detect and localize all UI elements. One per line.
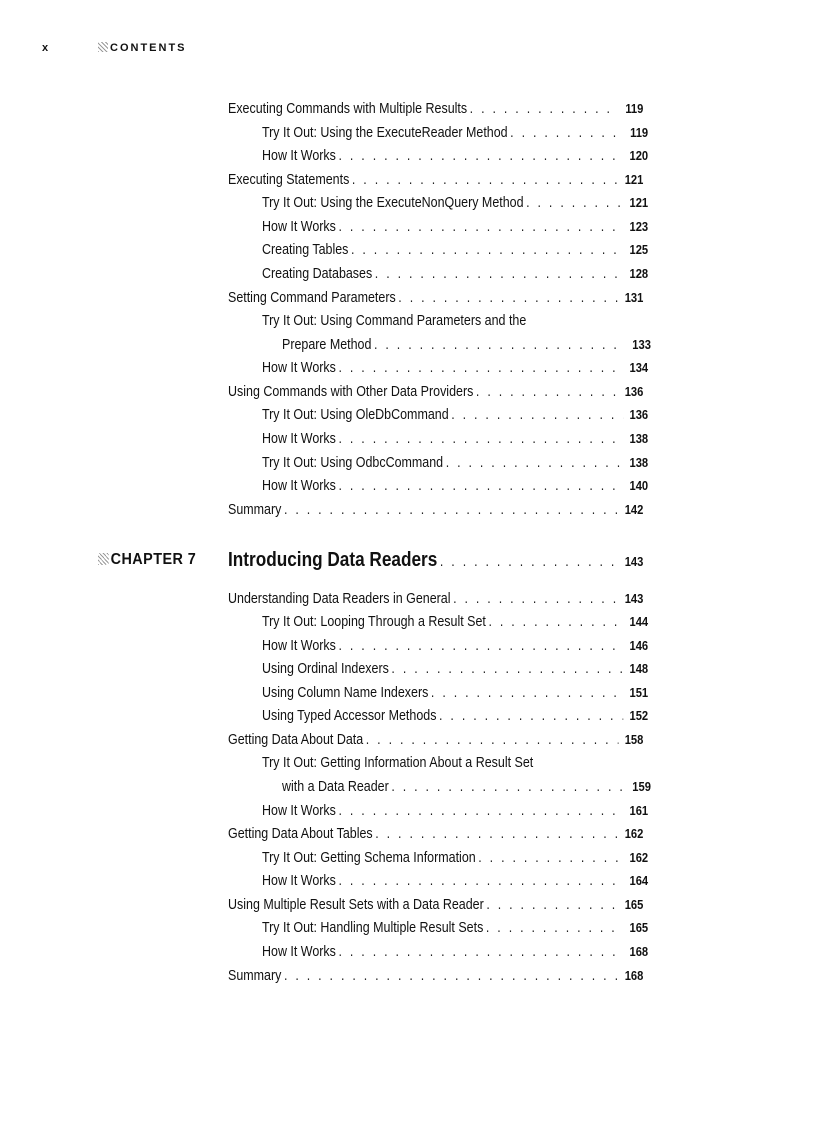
toc-entry-title: How It Works <box>262 148 336 164</box>
toc-entry-title: Using Ordinal Indexers <box>262 661 389 677</box>
toc-entry-page: 159 <box>632 779 651 794</box>
toc-entry-page: 125 <box>629 242 649 257</box>
toc-entry[interactable] <box>282 776 651 798</box>
dot-leader <box>338 800 623 822</box>
toc-entry-title: Executing Statements <box>228 172 350 188</box>
toc-entry-title: Try It Out: Getting Information About a Result Set <box>262 755 534 771</box>
toc-entry-title: Using Column Name Indexers <box>262 685 429 701</box>
chapter-page: 143 <box>624 554 644 569</box>
toc-entry-title: Using Commands with Other Data Providers <box>228 384 474 400</box>
chapter-title: Introducing Data Readers <box>228 549 438 571</box>
toc-entry-page: 148 <box>629 661 649 676</box>
toc-entry-title: Prepare Method <box>282 337 372 353</box>
toc-entry[interactable] <box>228 381 643 403</box>
toc-entry[interactable] <box>228 729 643 751</box>
chapter-label-text: CHAPTER 7 <box>110 551 197 568</box>
toc-entry[interactable] <box>262 658 648 680</box>
dot-leader <box>366 729 619 751</box>
toc-entry-page: 140 <box>629 478 649 493</box>
toc-entry[interactable] <box>262 263 648 285</box>
toc-entry-title: How It Works <box>262 638 336 654</box>
toc-entry[interactable] <box>262 611 648 633</box>
section-title-text: CONTENTS <box>110 42 187 54</box>
toc-entry-page: 119 <box>625 101 644 116</box>
toc-entry-page: 138 <box>629 431 649 446</box>
toc-entry[interactable] <box>262 847 648 869</box>
toc-entry[interactable] <box>262 870 648 892</box>
dot-leader <box>338 216 623 238</box>
toc-entry-title: How It Works <box>262 360 336 376</box>
toc-entry[interactable] <box>228 499 643 521</box>
toc-entry[interactable] <box>228 894 643 916</box>
dot-leader <box>488 611 623 633</box>
toc-entry-title: Try It Out: Using Command Parameters and the <box>262 313 527 329</box>
toc-entry-title: Try It Out: Using the ExecuteReader Method <box>262 125 508 141</box>
toc-entry-title: Try It Out: Getting Schema Information <box>262 850 476 866</box>
toc-entry-title: Try It Out: Using OleDbCommand <box>262 407 449 423</box>
dot-leader <box>375 823 618 845</box>
dot-leader <box>338 870 623 892</box>
dot-leader <box>398 287 618 309</box>
toc-entry[interactable] <box>262 635 648 657</box>
toc-entry[interactable] <box>262 145 648 167</box>
dot-leader <box>284 965 618 987</box>
dot-leader <box>338 428 623 450</box>
toc-entry[interactable] <box>262 452 648 474</box>
toc-entry[interactable] <box>262 752 648 774</box>
dot-leader <box>351 239 623 261</box>
dot-leader <box>391 776 626 798</box>
toc-entry[interactable] <box>228 169 643 191</box>
toc-entry[interactable] <box>262 705 648 727</box>
toc-entry-title: Try It Out: Handling Multiple Result Sets <box>262 920 484 936</box>
toc-entry-page: 133 <box>632 337 651 352</box>
dot-leader <box>486 917 623 939</box>
hatch-marker-icon <box>98 42 108 52</box>
toc-entry-page: 162 <box>624 826 644 841</box>
toc-entry[interactable] <box>262 941 648 963</box>
toc-entry[interactable] <box>262 682 648 704</box>
toc-entry[interactable] <box>262 917 648 939</box>
toc-entry-title: Try It Out: Using the ExecuteNonQuery Method <box>262 195 524 211</box>
toc-entry-page: 161 <box>629 803 649 818</box>
toc-entry-title: Setting Command Parameters <box>228 290 396 306</box>
dot-leader <box>352 169 619 191</box>
chapter-label <box>98 551 196 569</box>
toc-entry-page: 134 <box>629 360 649 375</box>
toc-entry[interactable] <box>262 122 648 144</box>
toc-entry-title: with a Data Reader <box>282 779 389 795</box>
toc-entry-title: Creating Tables <box>262 242 349 258</box>
toc-entry-page: 131 <box>624 290 644 305</box>
toc-entry-page: 121 <box>629 195 649 210</box>
dot-leader <box>338 145 623 167</box>
toc-entry-page: 136 <box>624 384 644 399</box>
dot-leader <box>284 499 618 521</box>
toc-entry-title: Executing Commands with Multiple Results <box>228 101 468 117</box>
chapter-entry[interactable] <box>228 547 643 573</box>
toc-entry[interactable] <box>262 404 648 426</box>
hatch-marker-icon <box>98 553 109 565</box>
dot-leader <box>338 475 623 497</box>
toc-entry-title: Understanding Data Readers in General <box>228 591 451 607</box>
toc-entry[interactable] <box>262 216 648 238</box>
toc-entry[interactable] <box>262 357 648 379</box>
toc-entry-page: 151 <box>629 685 649 700</box>
toc-entry-title: Summary <box>228 502 282 518</box>
toc-entry[interactable] <box>228 98 643 120</box>
dot-leader <box>446 452 624 474</box>
toc-entry-page: 152 <box>629 708 649 723</box>
toc-entry-page: 146 <box>629 638 649 653</box>
toc-entry-title: How It Works <box>262 219 336 235</box>
toc-entry-page: 168 <box>629 944 649 959</box>
dot-leader <box>439 705 623 727</box>
toc-entry-title: Using Typed Accessor Methods <box>262 708 437 724</box>
toc-entry-page: 123 <box>629 219 649 234</box>
toc-entry-page: 142 <box>624 502 644 517</box>
toc-entry[interactable] <box>262 800 648 822</box>
toc-entry-page: 138 <box>629 455 649 470</box>
dot-leader <box>391 658 623 680</box>
toc-entry-title: How It Works <box>262 478 336 494</box>
toc-entry[interactable] <box>262 475 648 497</box>
toc-entry[interactable] <box>228 287 643 309</box>
toc-entry-page: 128 <box>629 266 649 281</box>
toc-entry-page: 158 <box>624 732 644 747</box>
dot-leader <box>451 404 623 426</box>
toc-entry[interactable] <box>262 192 648 214</box>
dot-leader <box>470 98 619 120</box>
toc-entry-title: Try It Out: Using OdbcCommand <box>262 455 444 471</box>
toc-entry-page: 164 <box>629 873 649 888</box>
dot-leader <box>431 682 623 704</box>
dot-leader <box>478 847 623 869</box>
toc-entry[interactable] <box>262 310 648 332</box>
toc-entry-page: 144 <box>629 614 649 629</box>
toc-entry-title: Summary <box>228 968 282 984</box>
dot-leader <box>526 192 623 214</box>
dot-leader <box>440 549 619 575</box>
toc-entry-page: 165 <box>624 897 644 912</box>
toc-entry-title: Getting Data About Tables <box>228 826 373 842</box>
toc-entry-title: Using Multiple Result Sets with a Data Reader <box>228 897 484 913</box>
dot-leader <box>486 894 618 916</box>
toc-entry-page: 165 <box>629 920 649 935</box>
page-number: x <box>42 42 51 54</box>
toc-entry[interactable] <box>262 428 648 450</box>
toc-entry-page: 121 <box>624 172 644 187</box>
toc-entry-title: How It Works <box>262 873 336 889</box>
dot-leader <box>374 334 626 356</box>
dot-leader <box>338 635 623 657</box>
toc-entry-title: How It Works <box>262 944 336 960</box>
toc-entry[interactable] <box>228 965 643 987</box>
toc-entry-page: 143 <box>624 591 644 606</box>
dot-leader <box>338 941 623 963</box>
toc-entry-title: Creating Databases <box>262 266 373 282</box>
toc-entry-title: Try It Out: Looping Through a Result Set <box>262 614 486 630</box>
toc-entry-page: 119 <box>630 125 649 140</box>
toc-entry-title: Getting Data About Data <box>228 732 364 748</box>
toc-entry[interactable] <box>228 823 643 845</box>
toc-entry-title: How It Works <box>262 803 336 819</box>
section-title <box>98 42 187 54</box>
toc-entry-page: 120 <box>629 148 649 163</box>
toc-entry-page: 136 <box>629 407 649 422</box>
toc-entry-page: 168 <box>624 968 644 983</box>
toc-entry[interactable] <box>228 588 643 610</box>
dot-leader <box>375 263 623 285</box>
dot-leader <box>476 381 619 403</box>
dot-leader <box>510 122 623 144</box>
dot-leader <box>338 357 623 379</box>
toc-entry[interactable] <box>282 334 651 356</box>
dot-leader <box>453 588 618 610</box>
toc-entry-title: How It Works <box>262 431 336 447</box>
toc-entry[interactable] <box>262 239 648 261</box>
toc-entry-page: 162 <box>629 850 649 865</box>
